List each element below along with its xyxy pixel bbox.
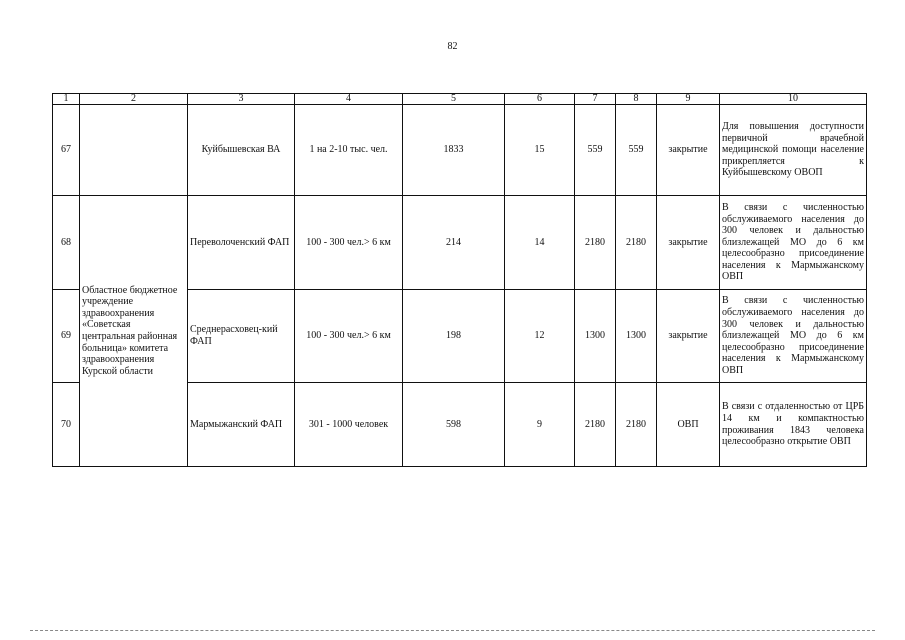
col8-cell: 2180 [616, 383, 657, 467]
norm-cell: 100 - 300 чел.> 6 км [295, 290, 403, 383]
action-cell: закрытие [657, 290, 720, 383]
facility-name: Среднерасховец-кий ФАП [188, 290, 295, 383]
distance-cell: 15 [505, 105, 575, 196]
facility-name: Куйбышевская ВА [188, 105, 295, 196]
facility-name: Мармыжанский ФАП [188, 383, 295, 467]
distance-cell: 9 [505, 383, 575, 467]
distance-cell: 14 [505, 196, 575, 290]
action-cell: закрытие [657, 105, 720, 196]
row-number: 67 [53, 105, 80, 196]
facilities-table [52, 93, 867, 467]
header-cell: 1 [53, 94, 80, 105]
note-cell: В связи с численностью обслуживаемого населения до 300 человек и дальностью близлежащей МО до 6 км целесообразно присоединение населения к Мармыжанскому ОВП [720, 290, 867, 383]
col7-cell: 1300 [575, 290, 616, 383]
table-row [53, 196, 867, 290]
header-cell: 6 [505, 94, 575, 105]
note-cell: В связи с численностью обслуживаемого населения до 300 человек и дальностью близлежащей МО до 6 км целесообразно присоединение населения к Мармыжанскому ОВП [720, 196, 867, 290]
page-number: 82 [447, 41, 458, 52]
row-number: 69 [53, 290, 80, 383]
row-number: 70 [53, 383, 80, 467]
population-cell: 1833 [403, 105, 505, 196]
action-cell: закрытие [657, 196, 720, 290]
organization-cell-empty [80, 105, 188, 196]
population-cell: 598 [403, 383, 505, 467]
col8-cell: 1300 [616, 290, 657, 383]
col7-cell: 2180 [575, 383, 616, 467]
header-cell: 7 [575, 94, 616, 105]
distance-cell: 12 [505, 290, 575, 383]
population-cell: 214 [403, 196, 505, 290]
header-cell: 3 [188, 94, 295, 105]
header-cell: 8 [616, 94, 657, 105]
facility-name: Переволоченский ФАП [188, 196, 295, 290]
col7-cell: 559 [575, 105, 616, 196]
norm-cell: 100 - 300 чел.> 6 км [295, 196, 403, 290]
note-cell: В связи с отдаленностью от ЦРБ 14 км и компактностью проживания 1843 человека целесообразно открытие ОВП [720, 383, 867, 467]
header-cell: 2 [80, 94, 188, 105]
note-cell: Для повышения доступности первичной врачебной медицинской помощи население прикрепляется к Куйбышевскому ОВОП [720, 105, 867, 196]
organization-cell [80, 196, 188, 467]
row-number: 68 [53, 196, 80, 290]
scan-bottom-line [30, 630, 875, 631]
norm-cell: 301 - 1000 человек [295, 383, 403, 467]
organization-text: Областное бюджетное учреждение здравоохранения «Советская центральная районная больница» комитета здравоохранения Курской области [82, 284, 178, 377]
population-cell: 198 [403, 290, 505, 383]
col8-cell: 559 [616, 105, 657, 196]
header-cell: 9 [657, 94, 720, 105]
col8-cell: 2180 [616, 196, 657, 290]
header-cell: 4 [295, 94, 403, 105]
norm-cell: 1 на 2-10 тыс. чел. [295, 105, 403, 196]
header-cell: 10 [720, 94, 867, 105]
action-cell: ОВП [657, 383, 720, 467]
header-row [53, 94, 867, 105]
col7-cell: 2180 [575, 196, 616, 290]
header-cell: 5 [403, 94, 505, 105]
table-row [53, 105, 867, 196]
